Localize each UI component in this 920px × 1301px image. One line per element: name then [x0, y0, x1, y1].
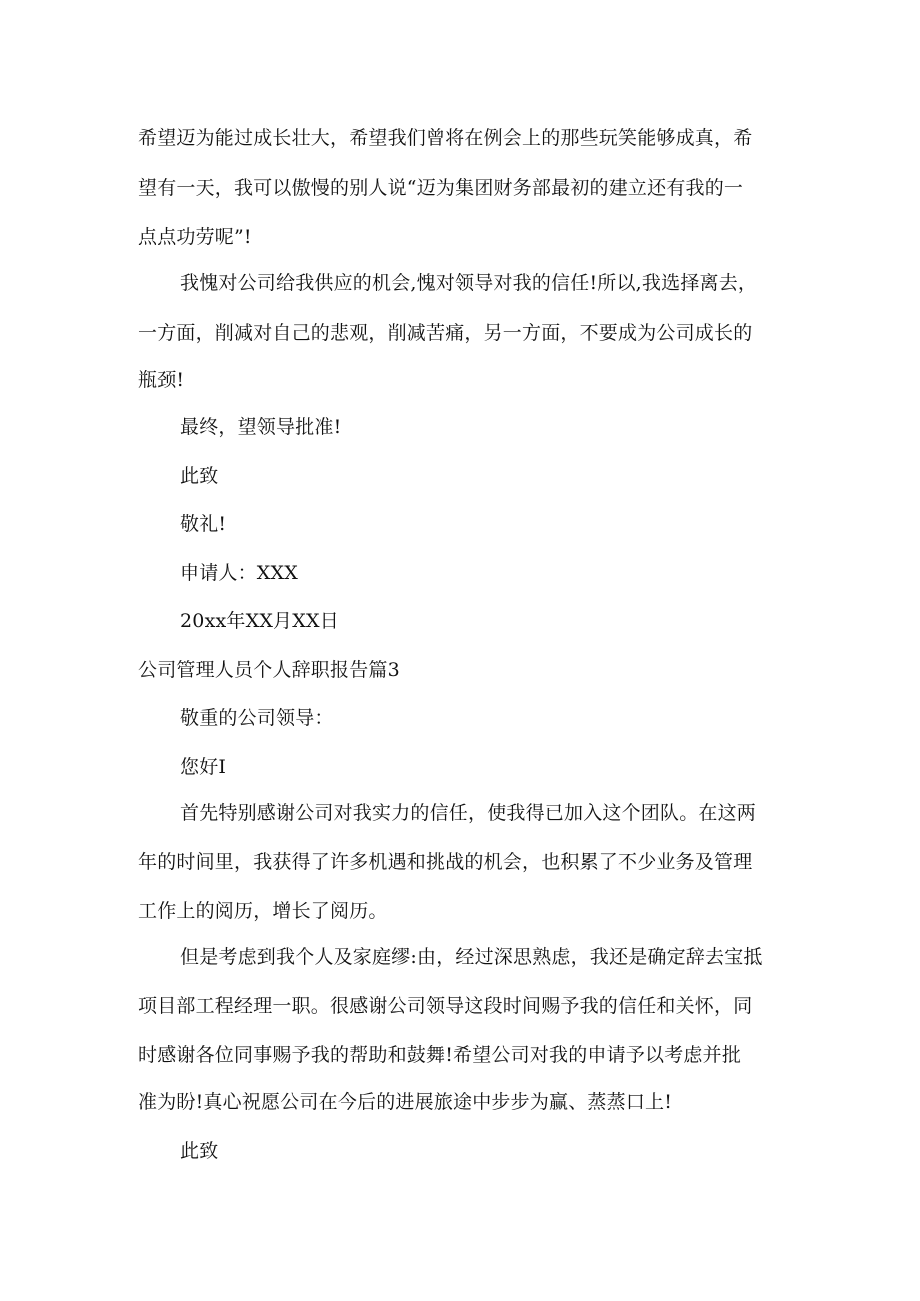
- paragraph-4-line-2: 项目部工程经理一职。很感谢公司领导这段时间赐予我的信任和关怀，同: [138, 995, 753, 1017]
- section-title: 公司管理人员个人辞职报告篇3: [138, 659, 400, 681]
- paragraph-1-line-2: 望有一天，我可以傲慢的别人说“迈为集团财务部最初的建立还有我的一: [138, 177, 744, 199]
- paragraph-1-line-1: 希望迈为能过成长壮大，希望我们曾将在例会上的那些玩笑能够成真，希: [138, 127, 753, 149]
- greeting-hello: 您好I: [180, 756, 227, 778]
- paragraph-1-line-3: 点点功劳呢”!: [138, 226, 252, 248]
- paragraph-4-line-1: 但是考虑到我个人及家庭缪:由，经过深思熟虑，我还是确定辞去宝抵: [180, 946, 763, 968]
- paragraph-4-line-3: 时感谢各位同事赐予我的帮助和鼓舞!希望公司对我的申请予以考虑并批: [138, 1044, 742, 1066]
- paragraph-2-line-1: 我愧对公司给我供应的机会,愧对领导对我的信任!所以,我选择离去，: [180, 272, 758, 294]
- salutation-2: 此致: [180, 1140, 219, 1162]
- date-line: 20xx年XX月XX日: [180, 610, 339, 632]
- paragraph-3-line-1: 首先特别感谢公司对我实力的信任，使我得已加入这个团队。在这两: [180, 802, 757, 824]
- paragraph-2-line-3: 瓶颈!: [138, 369, 185, 391]
- salutation-1: 此致: [180, 465, 219, 487]
- applicant-line: 申请人：XXX: [180, 562, 298, 584]
- paragraph-3-line-3: 工作上的阅历，增长了阅历。: [138, 900, 388, 922]
- regards-1: 敬礼!: [180, 513, 227, 535]
- paragraph-2-line-2: 一方面，削减对自己的悲观，削减苦痛，另一方面，不要成为公司成长的: [138, 322, 753, 344]
- paragraph-3-line-2: 年的时间里，我获得了许多机遇和挑战的机会，也积累了不少业务及管理: [138, 851, 753, 873]
- paragraph-4-line-4: 准为盼!真心祝愿公司在今后的进展旅途中步步为赢、蒸蒸口上!: [138, 1091, 673, 1113]
- closing-request: 最终，望领导批准!: [180, 416, 342, 438]
- greeting-to: 敬重的公司领导：: [180, 707, 334, 729]
